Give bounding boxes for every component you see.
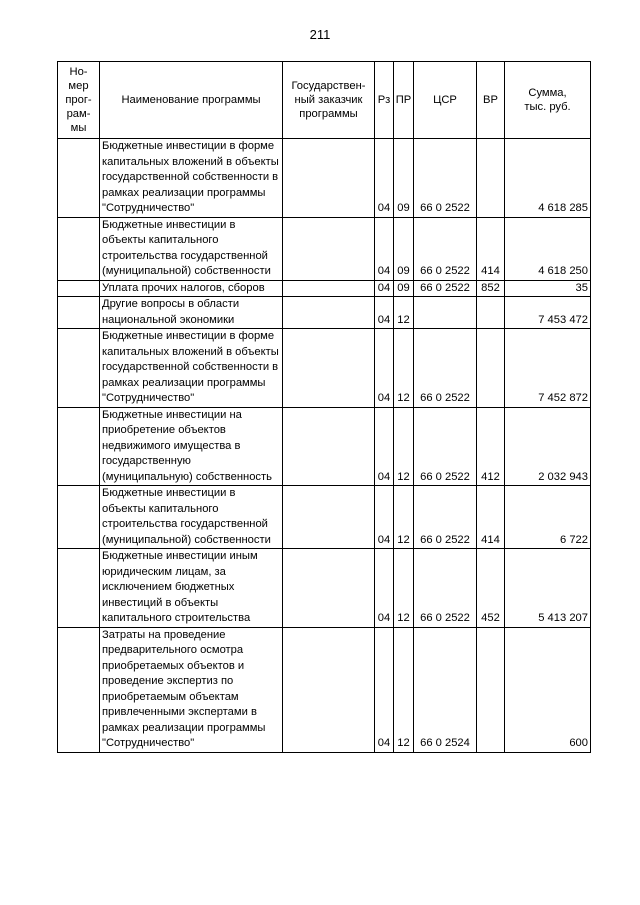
row-program-name: Затраты на проведение предварительного осмотра приобретаемых объектов и проведение экспертиз по приобретаемым объектам привлеченными экспертами в рамках реализации программы "Сотрудничество" xyxy=(100,627,283,752)
table-row xyxy=(58,329,591,408)
header-csr-label: ЦСР xyxy=(433,94,457,106)
header-program-name-label: Наименование программы xyxy=(121,94,261,106)
header-program-number xyxy=(58,62,100,139)
header-sum xyxy=(505,62,591,139)
row-vr: 414 xyxy=(477,486,505,549)
row-vr xyxy=(477,139,505,218)
row-csr: 66 0 2522 xyxy=(414,280,477,297)
header-csr xyxy=(414,62,477,139)
row-vr: 852 xyxy=(477,280,505,297)
row-program-name: Другие вопросы в области национальной экономики xyxy=(100,297,283,329)
table-row xyxy=(58,139,591,218)
row-rz: 04 xyxy=(375,407,394,486)
row-program-number xyxy=(58,217,100,280)
row-pr: 09 xyxy=(394,280,414,297)
row-rz: 04 xyxy=(375,139,394,218)
row-csr: 66 0 2522 xyxy=(414,407,477,486)
row-vr xyxy=(477,627,505,752)
row-pr: 12 xyxy=(394,329,414,408)
row-pr: 12 xyxy=(394,627,414,752)
row-pr: 09 xyxy=(394,217,414,280)
row-program-name: Бюджетные инвестиции в объекты капитального строительства государственной (муниципальной) собственности xyxy=(100,486,283,549)
row-program-number xyxy=(58,627,100,752)
row-customer xyxy=(283,627,375,752)
table-row xyxy=(58,407,591,486)
row-sum: 35 xyxy=(505,280,591,297)
table-body xyxy=(58,139,591,753)
row-csr: 66 0 2522 xyxy=(414,329,477,408)
header-pr-label: ПР xyxy=(395,94,412,106)
row-program-number xyxy=(58,280,100,297)
row-csr xyxy=(414,297,477,329)
header-rz xyxy=(375,62,394,139)
row-program-name: Бюджетные инвестиции на приобретение объектов недвижимого имущества в государственную (муниципальную) собственность xyxy=(100,407,283,486)
row-csr: 66 0 2522 xyxy=(414,217,477,280)
row-csr: 66 0 2522 xyxy=(414,549,477,628)
table-row xyxy=(58,280,591,297)
row-rz: 04 xyxy=(375,217,394,280)
row-program-number xyxy=(58,486,100,549)
header-program-number-label: Но- мер прог- рам- мы xyxy=(65,66,92,134)
row-program-number xyxy=(58,297,100,329)
row-rz: 04 xyxy=(375,329,394,408)
row-sum: 600 xyxy=(505,627,591,752)
header-sum-label: Сумма, тыс. руб. xyxy=(524,87,571,113)
row-customer xyxy=(283,280,375,297)
row-rz: 04 xyxy=(375,627,394,752)
table-row xyxy=(58,486,591,549)
header-customer-label: Государствен- ный заказчик программы xyxy=(291,80,366,120)
budget-table xyxy=(57,61,591,753)
page-number: 211 xyxy=(309,27,331,42)
row-program-number xyxy=(58,549,100,628)
row-sum: 5 413 207 xyxy=(505,549,591,628)
row-vr: 452 xyxy=(477,549,505,628)
row-pr: 09 xyxy=(394,139,414,218)
header-rz-label: Рз xyxy=(377,94,391,106)
row-vr: 412 xyxy=(477,407,505,486)
row-customer xyxy=(283,297,375,329)
row-program-number xyxy=(58,407,100,486)
row-sum: 4 618 250 xyxy=(505,217,591,280)
row-vr xyxy=(477,297,505,329)
row-program-name: Бюджетные инвестиции в объекты капитального строительства государственной (муниципальной) собственности xyxy=(100,217,283,280)
row-rz: 04 xyxy=(375,486,394,549)
row-sum: 7 452 872 xyxy=(505,329,591,408)
row-csr: 66 0 2524 xyxy=(414,627,477,752)
row-program-number xyxy=(58,329,100,408)
row-customer xyxy=(283,407,375,486)
row-sum: 4 618 285 xyxy=(505,139,591,218)
row-sum: 7 453 472 xyxy=(505,297,591,329)
row-customer xyxy=(283,486,375,549)
row-customer xyxy=(283,549,375,628)
row-program-number xyxy=(58,139,100,218)
row-program-name: Бюджетные инвестиции в форме капитальных вложений в объекты государственной собственности в рамках реализации программы "Сотрудничество" xyxy=(100,329,283,408)
header-vr xyxy=(477,62,505,139)
row-pr: 12 xyxy=(394,407,414,486)
row-csr: 66 0 2522 xyxy=(414,139,477,218)
header-vr-label: ВР xyxy=(483,94,498,106)
row-pr: 12 xyxy=(394,486,414,549)
row-rz: 04 xyxy=(375,280,394,297)
header-program-name xyxy=(100,62,283,139)
row-customer xyxy=(283,329,375,408)
header-customer xyxy=(283,62,375,139)
header-pr xyxy=(394,62,414,139)
table-row xyxy=(58,549,591,628)
table-row xyxy=(58,627,591,752)
row-rz: 04 xyxy=(375,549,394,628)
table-row xyxy=(58,217,591,280)
row-sum: 2 032 943 xyxy=(505,407,591,486)
row-pr: 12 xyxy=(394,549,414,628)
table-header xyxy=(58,62,591,139)
row-customer xyxy=(283,217,375,280)
row-csr: 66 0 2522 xyxy=(414,486,477,549)
row-sum: 6 722 xyxy=(505,486,591,549)
table-row xyxy=(58,297,591,329)
row-program-name: Бюджетные инвестиции в форме капитальных вложений в объекты государственной собственности в рамках реализации программы "Сотрудничество" xyxy=(100,139,283,218)
row-program-name: Бюджетные инвестиции иным юридическим лицам, за исключением бюджетных инвестиций в объекты капитального строительства xyxy=(100,549,283,628)
header-row xyxy=(58,62,591,139)
row-pr: 12 xyxy=(394,297,414,329)
row-rz: 04 xyxy=(375,297,394,329)
row-vr: 414 xyxy=(477,217,505,280)
row-customer xyxy=(283,139,375,218)
row-program-name: Уплата прочих налогов, сборов xyxy=(100,280,283,297)
row-vr xyxy=(477,329,505,408)
